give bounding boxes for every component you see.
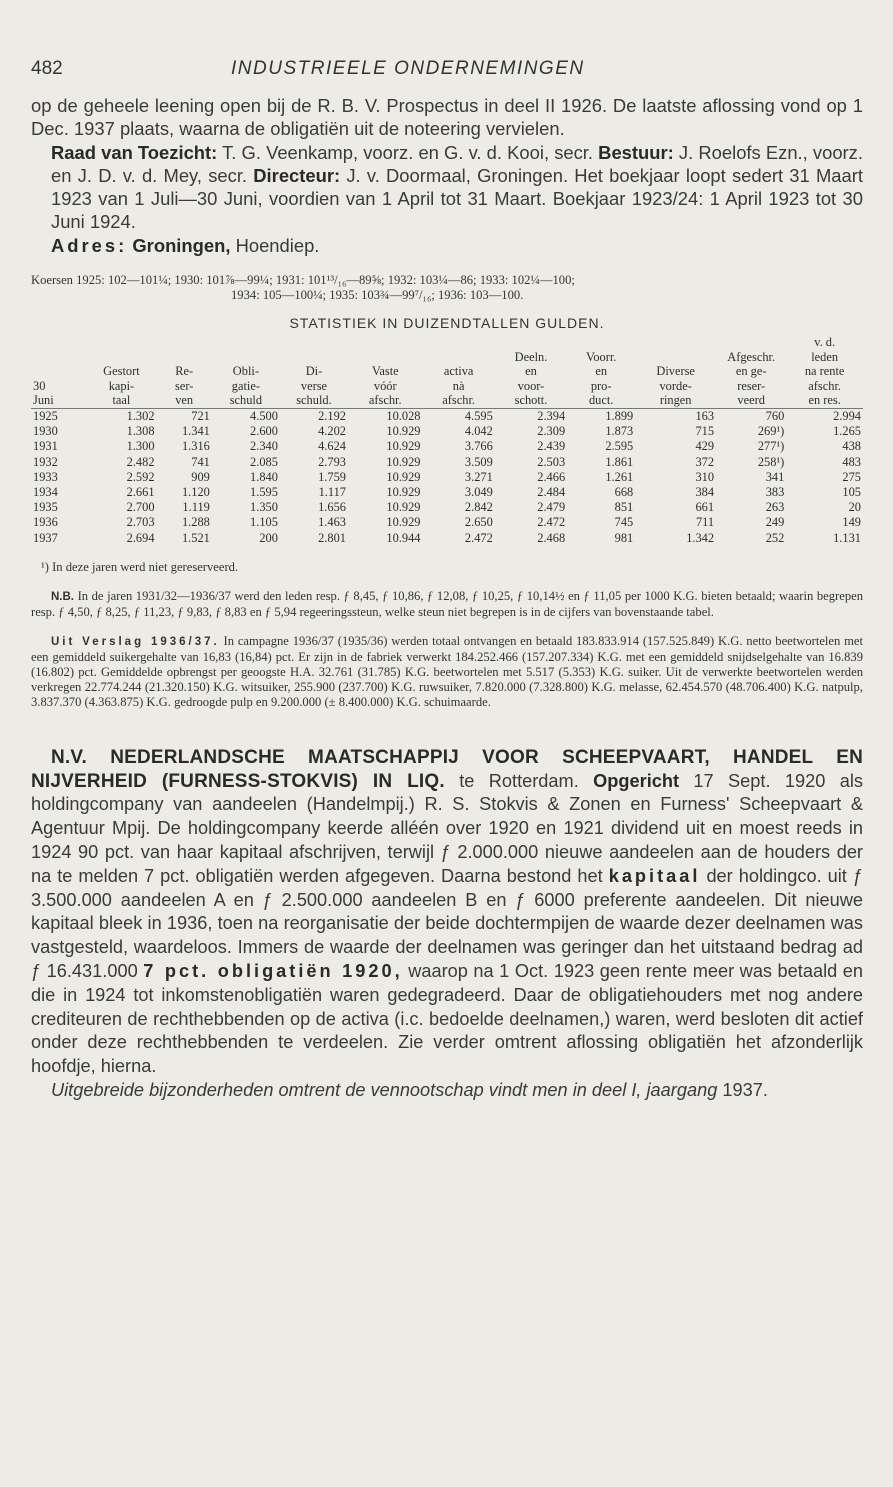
table-header-cell: Re- (175, 364, 194, 379)
table-header-cell (495, 335, 567, 350)
table-header-cell (31, 335, 86, 350)
table-header-cell (635, 335, 716, 350)
company-title: N.V. NEDERLANDSCHE MAATSCHAPPIJ VOOR SCHEEPVAART, HANDEL EN NIJVERHEID (FURNESS-STOKVIS) IN LIQ. (31, 746, 863, 792)
table-row (31, 455, 863, 470)
koersen-line-1: Koersen 1925: 102—101¼; 1930: 101⅞—99¼; 1931: 101¹³/₁₆—89⅝; 1932: 103¼—86; 1933: 102¼—100; (31, 273, 575, 288)
table-header-cell (635, 350, 716, 365)
table-header-cell: Deeln. (514, 349, 548, 364)
table-cell: 1.265 (833, 424, 861, 439)
table-cell: 200 (259, 530, 278, 545)
table-cell: 1.463 (318, 515, 346, 530)
table-cell: 2.472 (537, 515, 566, 530)
table-header-cell: Juni (31, 393, 86, 408)
company-text-b: der holdingco. uit ƒ 3.500.000 aandeelen A en ƒ 2.500.000 aandeelen B en ƒ 6000 preferente aandeelen. Dit nieuwe kapitaal bleek in 1936, toen na reorganisatie der beide dochtermpijen de waarde dezer deelnamen was vastgesteld, waardeloos. Immers de waarde der deelnamen was geringer dan het uitstaand bedrag ad ƒ 16.431.000 (31, 865, 863, 982)
table-year-cell: 1934 (33, 485, 58, 500)
table-cell: 10.929 (386, 424, 421, 439)
table-header-cell: Diverse (656, 364, 695, 379)
table-cell: 3.509 (464, 454, 493, 469)
table-cell: 277¹) (757, 439, 785, 454)
statistiek-header (31, 335, 863, 408)
table-year-cell: 1925 (33, 409, 58, 424)
table-cell: 105 (842, 485, 861, 500)
kapitaal-word: kapitaal (608, 865, 701, 886)
table-cell: 1.119 (182, 500, 210, 515)
company-text-c: waarop na 1 Oct. 1923 geen rente meer was betaald en die in 1924 tot inkomstenobligatiën waren gedegradeerd. Daar de obligatiehouders met nog andere crediteuren de rechthebbenden op de activa (i.c. bedoelde deelnamen,) waren, werd besloten dit actief onder deze rechthebbenden te verdeelen. Zie verder omtrent aflossing obligatiën het afzonderlijk hoofdje, hierna. (31, 961, 863, 1077)
table-year-cell: 1937 (33, 530, 58, 545)
table-cell: 341 (765, 469, 785, 484)
table-year-cell: 1932 (33, 454, 58, 469)
statistiek-table (31, 335, 863, 546)
table-cell: 10.929 (386, 500, 421, 515)
table-header-cell (422, 350, 494, 365)
table-row (31, 515, 863, 530)
opgericht-label: Opgericht (593, 770, 680, 791)
verslag-paragraph (31, 634, 863, 710)
table-cell: 1.350 (250, 500, 278, 515)
table-cell: 1.595 (250, 485, 278, 500)
table-cell: 2.309 (537, 424, 566, 439)
table-cell: 275 (842, 469, 861, 484)
table-cell: 2.600 (250, 424, 278, 439)
table-cell: 2.472 (464, 530, 493, 545)
table-cell: 2.503 (537, 454, 566, 469)
table-header-cell: en ge- (735, 364, 767, 379)
table-header-cell: vorde- (659, 378, 692, 393)
table-cell: 1.105 (250, 515, 278, 530)
table-cell: 2.192 (318, 409, 346, 424)
table-cell: 1.316 (181, 439, 210, 454)
table-header-cell (157, 335, 212, 350)
table-header-cell (567, 335, 635, 350)
table-cell: 149 (842, 515, 861, 530)
table-header-cell (212, 335, 280, 350)
verslag-label: Uit Verslag 1936/37. (51, 635, 220, 648)
nb-label: N.B. (51, 590, 74, 603)
statistiek-title: STATISTIEK IN DUIZENDTALLEN GULDEN. (289, 315, 605, 332)
table-cell: 2.700 (126, 500, 155, 515)
adres-text: Hoendiep. (230, 234, 320, 256)
directeur-text: J. v. Doormaal, Groningen. Het boekjaar loopt sedert 31 Maart 1923 van 1 Juli—30 Juni, voordien van 1 April tot 31 Maart. Boekjaar 1923/24: 1 April 1923 tot 30 Juni 1924. (51, 164, 863, 233)
table-cell: 3.766 (464, 439, 493, 454)
table-header-cell: Gestort (103, 364, 140, 379)
table-cell: 2.394 (537, 409, 566, 424)
table-header-cell (422, 335, 494, 350)
table-header-cell (31, 364, 86, 379)
table-row (31, 424, 863, 439)
table-header-cell (348, 335, 422, 350)
table-cell: 1.288 (181, 515, 210, 530)
table-cell: 2.595 (605, 439, 634, 454)
table-header-cell: ringen (635, 393, 716, 408)
table-cell: 2.479 (537, 500, 566, 515)
table-cell: 981 (614, 530, 634, 545)
table-cell: 1.840 (250, 469, 278, 484)
table-cell: 2.085 (250, 454, 278, 469)
table-cell: 2.340 (250, 439, 278, 454)
table-header-cell: gatie- (231, 378, 260, 393)
closing-italic: Uitgebreide bijzonderheden omtrent de vennootschap vindt men in deel I, jaargang (51, 1080, 718, 1101)
table-cell: 4.500 (250, 409, 278, 424)
table-cell: 851 (614, 500, 634, 515)
table-cell: 668 (614, 485, 634, 500)
table-cell: 1.261 (605, 469, 634, 484)
running-title: INDUSTRIEELE ONDERNEMINGEN (231, 58, 585, 79)
table-year-cell: 1930 (33, 424, 58, 439)
closing-year: 1937. (717, 1080, 768, 1101)
bestuur-text: J. Roelofs Ezn., voorz. en J. D. v. d. Mey, secr. (51, 141, 863, 186)
table-cell: 10.929 (386, 469, 421, 484)
table-header-cell: kapi- (108, 378, 135, 393)
table-cell: 258¹) (757, 454, 785, 469)
adres-city: Groningen, (127, 234, 231, 256)
table-header-cell (31, 350, 86, 365)
table-row (31, 409, 863, 425)
table-cell: 4.624 (318, 439, 346, 454)
table-cell: 2.661 (126, 485, 155, 500)
table-header-cell: Afgeschr. (727, 349, 776, 364)
table-cell: 310 (695, 469, 715, 484)
raad-label: Raad van Toezicht: (51, 141, 218, 163)
raad-paragraph (31, 141, 863, 234)
table-header-row (31, 350, 863, 365)
table-cell: 10.929 (386, 515, 421, 530)
table-cell: 711 (695, 515, 715, 530)
table-year-cell: 1936 (33, 515, 58, 530)
company-paragraph (31, 746, 863, 1079)
table-cell: 2.703 (126, 515, 155, 530)
table-header-cell: en (595, 364, 608, 379)
table-header-cell (212, 350, 280, 365)
raad-text: T. G. Veenkamp, voorz. en G. v. d. Kooi, secr. (217, 141, 599, 163)
table-row (31, 439, 863, 454)
nb-text: In de jaren 1931/32—1936/37 werd den leden resp. ƒ 8,45, ƒ 10,86, ƒ 12,08, ƒ 10,25, ƒ 10,14½ en ƒ 11,05 per 1000 K.G. bieten betaald; waarin begrepen resp. ƒ 4,50, ƒ 8,25, ƒ 11,23, ƒ 9,83, ƒ 8,83 en ƒ 5,94 regeeringssteun, welke steun niet begrepen is in de cijfers van bovenstaande tabel. (31, 588, 863, 619)
table-header-cell: Voorr. (585, 349, 617, 364)
table-header-cell: leden (811, 349, 839, 364)
table-cell: 10.929 (386, 439, 421, 454)
intro-paragraph (31, 94, 863, 141)
table-cell: 1.759 (318, 469, 346, 484)
koersen-block (31, 273, 863, 303)
table-header-cell (280, 350, 348, 365)
table-header-cell: schuld (212, 393, 280, 408)
table-header-cell (157, 350, 212, 365)
table-cell: 3.271 (464, 469, 493, 484)
table-header-cell: veerd (716, 393, 786, 408)
table-cell: 1.300 (126, 439, 155, 454)
table-header-row (31, 335, 863, 350)
table-row (31, 485, 863, 500)
table-row (31, 500, 863, 515)
table-header-cell: taal (86, 393, 156, 408)
table-cell: 760 (765, 409, 785, 424)
table-header-cell (348, 350, 422, 365)
table-header-cell: reser- (737, 378, 766, 393)
table-header-cell: activa (443, 364, 474, 379)
table-row (31, 470, 863, 485)
table-header-cell: en res. (786, 393, 863, 408)
table-header-cell: afschr. (808, 378, 841, 393)
table-header-cell: v. d. (814, 335, 836, 350)
table-cell: 2.484 (537, 485, 566, 500)
table-header-cell (716, 335, 786, 350)
table-header-row (31, 364, 863, 379)
table-cell: 1.308 (126, 424, 155, 439)
table-cell: 483 (842, 454, 861, 469)
table-cell: 2.439 (537, 439, 566, 454)
table-cell: 2.466 (537, 469, 566, 484)
table-header-cell: afschr. (422, 393, 494, 408)
statistiek-body (31, 409, 863, 546)
table-header-cell: afschr. (348, 393, 422, 408)
adres-paragraph (31, 234, 863, 257)
nb-paragraph (31, 589, 863, 620)
table-cell: 1.131 (833, 530, 861, 545)
table-cell: 715 (695, 424, 715, 439)
table-cell: 1.861 (605, 454, 634, 469)
table-cell: 10.028 (386, 409, 421, 424)
table-header-cell: schuld. (280, 393, 348, 408)
table-cell: 1.302 (126, 409, 155, 424)
bestuur-label: Bestuur: (598, 141, 674, 163)
table-header-cell: Di- (305, 364, 323, 379)
intro-text: op de geheele leening open bij de R. B. V. Prospectus in deel II 1926. De laatste aflossing vond op 1 Dec. 1937 plaats, waarna de obligatiën uit de noteering vervielen. (31, 95, 863, 140)
table-cell: 721 (191, 409, 210, 424)
table-header-row (31, 379, 863, 394)
table-cell: 20 (848, 500, 861, 515)
table-row (31, 531, 863, 546)
table-cell: 1.521 (181, 530, 210, 545)
table-header-cell: ser- (175, 378, 194, 393)
table-cell: 10.929 (386, 485, 421, 500)
table-cell: 383 (765, 485, 785, 500)
table-header-cell: Vaste (371, 364, 399, 379)
table-year-cell: 1931 (33, 439, 58, 454)
obligatien-word: 7 pct. obligatiën 1920, (143, 961, 403, 982)
table-header-row (31, 393, 863, 408)
table-cell: 1.899 (605, 409, 634, 424)
table-header-cell: vóór (373, 378, 397, 393)
table-cell: 10.944 (386, 530, 421, 545)
verslag-text: In campagne 1936/37 (1935/36) werden totaal ontvangen en betaald 183.833.914 (157.525.849) K.G. netto beetwortelen met een gemiddeld suikergehalte van 16,83 (16,84) pct. Er zijn in de fabriek verwerkt 184.252.466 (157.207.334) K.G. met een gemiddeld snijdselgehalte van 16.839 (16.802) pct. Gemiddelde opbrengst per geoogste H.A. 32.761 (31.785) K.G. beetwortelen met 5.517 (5.353) K.G. suiker. Uit de verwerkte beetwortelen werden verkregen 22.774.244 (21.320.150) K.G. witsuiker, 255.900 (237.700) K.G. ruwsuiker, 7.820.000 (7.328.800) K.G. melasse, 62.454.570 (48.706.400) K.G. natpulp, 3.837.370 (4.363.875) K.G. gedroogde pulp en 9.200.000 (± 8.400.000) K.G. schuimaarde. (31, 633, 863, 709)
table-cell: 163 (695, 409, 715, 424)
table-year-cell: 1933 (33, 469, 58, 484)
table-header-cell: en (525, 364, 537, 379)
table-header-cell: schott. (495, 393, 567, 408)
table-cell: 2.842 (464, 500, 493, 515)
table-cell: 372 (695, 454, 715, 469)
table-cell: 1.120 (181, 485, 210, 500)
table-cell: 2.592 (126, 469, 155, 484)
table-cell: 1.342 (686, 530, 715, 545)
directeur-label: Directeur: (253, 164, 341, 186)
company-location: te Rotterdam. (444, 770, 594, 791)
page-header (31, 58, 863, 94)
table-cell: 1.873 (605, 424, 634, 439)
company-section (31, 746, 863, 1103)
table-header-cell (86, 335, 156, 350)
table-cell: 438 (842, 439, 861, 454)
table-cell: 2.650 (464, 515, 493, 530)
table-cell: 1.117 (318, 485, 346, 500)
table-cell: 429 (695, 439, 715, 454)
table-cell: 2.793 (318, 454, 346, 469)
table-header-cell: duct. (567, 393, 635, 408)
table-cell: 1.341 (181, 424, 210, 439)
company-text-a: 17 Sept. 1920 als holdingcompany van aandeelen (Handelmpij.) R. S. Stokvis & Zonen en Furness' Scheepvaart & Agentuur Mpij. De holdingcompany keerde alléén over 1920 en 1921 dividend uit en moest reeds in 1924 90 pct. van haar kapitaal afschrijven, terwijl ƒ 2.000.000 nieuwe aandeelen aan de houders der na te melden 7 pct. obligatiën werden afgegeven. Daarna bestond het (31, 770, 863, 886)
table-cell: 661 (695, 500, 715, 515)
adres-label: Adres: (51, 234, 128, 256)
table-header-cell: voor- (517, 378, 545, 393)
table-header-cell: verse (300, 378, 328, 393)
table-cell: 384 (695, 485, 715, 500)
table-cell: 3.049 (464, 485, 493, 500)
koersen-line-2: 1934: 105—100¼; 1935: 103¾—99⁷/₁₆; 1936: 103—100. (231, 288, 524, 303)
table-cell: 1.656 (318, 500, 346, 515)
table-cell: 745 (614, 515, 634, 530)
table-cell: 2.694 (126, 530, 155, 545)
table-cell: 2.994 (833, 409, 861, 424)
table-header-cell: Obli- (232, 364, 259, 379)
table-cell: 4.042 (464, 424, 493, 439)
table-cell: 2.482 (126, 454, 155, 469)
table-cell: 909 (191, 469, 210, 484)
table-cell: 263 (765, 500, 785, 515)
table-cell: 252 (765, 530, 785, 545)
table-cell: 4.202 (318, 424, 346, 439)
table-header-cell: ven (157, 393, 212, 408)
table-cell: 249 (765, 515, 785, 530)
table-header-cell: pro- (590, 378, 612, 393)
table-cell: 2.468 (537, 530, 566, 545)
table-cell: 10.929 (386, 454, 421, 469)
table-header-cell (280, 335, 348, 350)
table-year-cell: 1935 (33, 500, 58, 515)
table-cell: 269¹) (757, 424, 785, 439)
table-footnote: ¹) In deze jaren werd niet gereserveerd. (41, 559, 239, 574)
table-header-cell (86, 350, 156, 365)
page-number: 482 (31, 58, 63, 79)
table-header-cell: 30 (33, 378, 46, 393)
table-cell: 2.801 (318, 530, 346, 545)
table-header-cell: na rente (804, 364, 845, 379)
table-cell: 4.595 (464, 409, 493, 424)
table-header-cell: nà (452, 378, 465, 393)
closing-paragraph (31, 1079, 863, 1103)
table-cell: 741 (191, 454, 210, 469)
